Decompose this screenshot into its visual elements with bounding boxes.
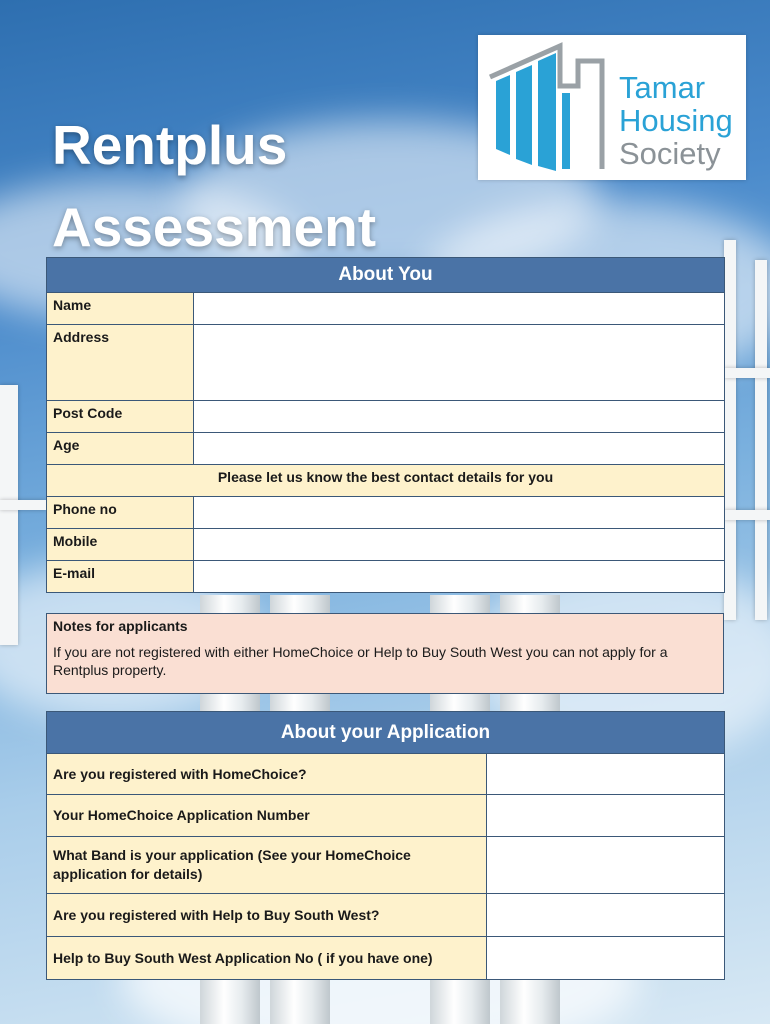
logo-wordmark bbox=[619, 71, 733, 170]
postcode-field[interactable] bbox=[194, 401, 725, 433]
email-label: E-mail bbox=[47, 561, 194, 593]
phone-label: Phone no bbox=[47, 497, 194, 529]
age-label: Age bbox=[47, 433, 194, 465]
homechoice-number-field[interactable] bbox=[487, 795, 725, 837]
homechoice-registered-field[interactable] bbox=[487, 754, 725, 795]
help-to-buy-number-label: Help to Buy South West Application No ( if you have one) bbox=[47, 937, 487, 980]
name-field[interactable] bbox=[194, 293, 725, 325]
logo-building-icon bbox=[482, 41, 612, 171]
application-band-label: What Band is your application (See your HomeChoice application for details) bbox=[47, 837, 487, 894]
help-to-buy-registered-field[interactable] bbox=[487, 894, 725, 937]
mobile-label: Mobile bbox=[47, 529, 194, 561]
age-field[interactable] bbox=[194, 433, 725, 465]
postcode-label: Post Code bbox=[47, 401, 194, 433]
notes-body: If you are not registered with either HomeChoice or Help to Buy South West you can not apply for a Rentplus property. bbox=[53, 644, 668, 678]
logo-word-society: Society bbox=[619, 136, 721, 171]
notes-for-applicants bbox=[46, 613, 724, 694]
mobile-field[interactable] bbox=[194, 529, 725, 561]
address-field[interactable] bbox=[194, 325, 725, 401]
phone-field[interactable] bbox=[194, 497, 725, 529]
notes-heading: Notes for applicants bbox=[53, 618, 188, 634]
about-application-heading: About your Application bbox=[47, 712, 725, 754]
address-label: Address bbox=[47, 325, 194, 401]
contact-details-prompt: Please let us know the best contact details for you bbox=[47, 465, 725, 497]
homechoice-number-label: Your HomeChoice Application Number bbox=[47, 795, 487, 837]
logo-word-housing: Housing bbox=[619, 103, 733, 138]
about-you-table bbox=[46, 257, 725, 593]
email-field[interactable] bbox=[194, 561, 725, 593]
page-title bbox=[52, 104, 376, 268]
help-to-buy-registered-label: Are you registered with Help to Buy South West? bbox=[47, 894, 487, 937]
about-application-table bbox=[46, 711, 725, 980]
about-you-heading: About You bbox=[47, 258, 725, 293]
tamar-housing-logo bbox=[478, 35, 746, 180]
name-label: Name bbox=[47, 293, 194, 325]
title-line-2: Assessment bbox=[52, 196, 377, 258]
logo-word-tamar: Tamar bbox=[619, 70, 706, 105]
application-band-field[interactable] bbox=[487, 837, 725, 894]
title-line-1: Rentplus bbox=[52, 114, 288, 176]
help-to-buy-number-field[interactable] bbox=[487, 937, 725, 980]
homechoice-registered-label: Are you registered with HomeChoice? bbox=[47, 754, 487, 795]
